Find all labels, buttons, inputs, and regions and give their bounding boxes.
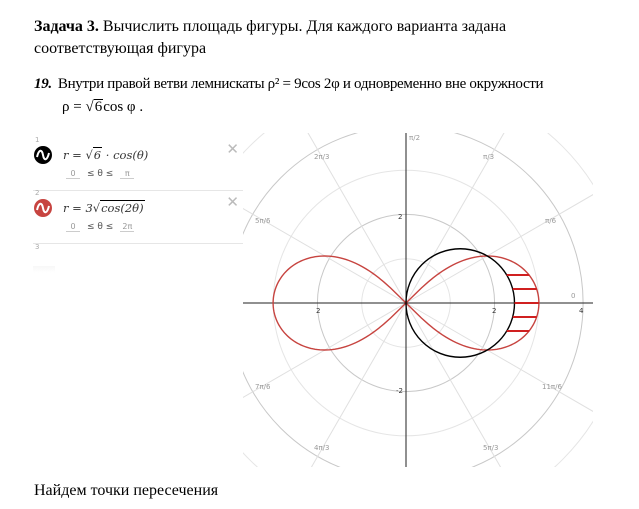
theta-limits-2: 0 ≤ θ ≤ 2π <box>63 222 137 232</box>
expression-index-2: 2 <box>35 189 40 197</box>
task-heading <box>34 16 624 60</box>
angle-label: 0 <box>571 292 576 300</box>
delete-expression-2-icon[interactable]: ✕ <box>226 193 239 211</box>
angle-label: 5π/6 <box>255 217 271 225</box>
rho-equals: ρ = <box>62 99 86 115</box>
angle-label: π/3 <box>483 153 495 161</box>
polar-graph[interactable] <box>243 133 593 467</box>
problem-number: 19. <box>34 76 52 92</box>
angle-label: 11π/6 <box>542 383 562 391</box>
tick-label: 4 <box>579 307 584 315</box>
theta-limits-1: 0 ≤ θ ≤ π <box>63 169 137 179</box>
task-text: Вычислить площадь фигуры. Для каждого варианта задана соответствующая фигура <box>34 18 507 57</box>
axes <box>243 133 593 467</box>
expression-row-1[interactable] <box>33 137 243 191</box>
task-label: Задача 3. <box>34 18 99 35</box>
polar-grid-major <box>243 133 583 467</box>
tick-label: 2 <box>316 307 321 315</box>
theta-min-input-2[interactable]: 0 <box>66 222 80 232</box>
angle-label: 5π/3 <box>483 444 499 452</box>
footer-text: Найдем точки пересечения <box>34 482 219 499</box>
graph-toggle-black-icon[interactable] <box>34 146 52 164</box>
theta-max-input-1[interactable]: π <box>120 169 134 179</box>
problem-text-line2: ρ = √6cos φ . <box>62 99 144 115</box>
expression-row-2[interactable] <box>33 190 243 244</box>
tick-label: 2 <box>492 307 497 315</box>
polar-grid <box>243 133 593 467</box>
polar-rays <box>243 133 593 467</box>
expression-formula-2[interactable]: r = 3√cos(2θ) <box>63 201 144 215</box>
delete-expression-1-icon[interactable]: ✕ <box>226 140 239 158</box>
angle-label: 7π/6 <box>255 383 271 391</box>
graph-toggle-red-icon[interactable] <box>34 199 52 217</box>
expression-index-1: 1 <box>35 136 40 144</box>
expression-formula-1[interactable]: r = √6 · cos(θ) <box>63 148 149 162</box>
problem-statement <box>34 73 634 95</box>
theta-min-input-1[interactable]: 0 <box>66 169 80 179</box>
angle-label: 4π/3 <box>314 444 330 452</box>
cos-phi: cos φ . <box>103 99 144 115</box>
tick-label: -2 <box>396 387 403 395</box>
problem-text-line1: Внутри правой ветви лемнискаты ρ² = 9cos 2φ и одновременно вне окружности <box>57 76 544 92</box>
sqrt-radicand: 6 <box>94 99 103 115</box>
angle-label: π/2 <box>409 134 421 142</box>
theta-max-input-2[interactable]: 2π <box>120 222 134 232</box>
angle-labels <box>255 134 575 452</box>
angle-label: 2π/3 <box>314 153 330 161</box>
angle-label: π/6 <box>545 217 557 225</box>
expression-index-3: 3 <box>35 243 40 251</box>
tick-label: 2 <box>398 213 403 221</box>
